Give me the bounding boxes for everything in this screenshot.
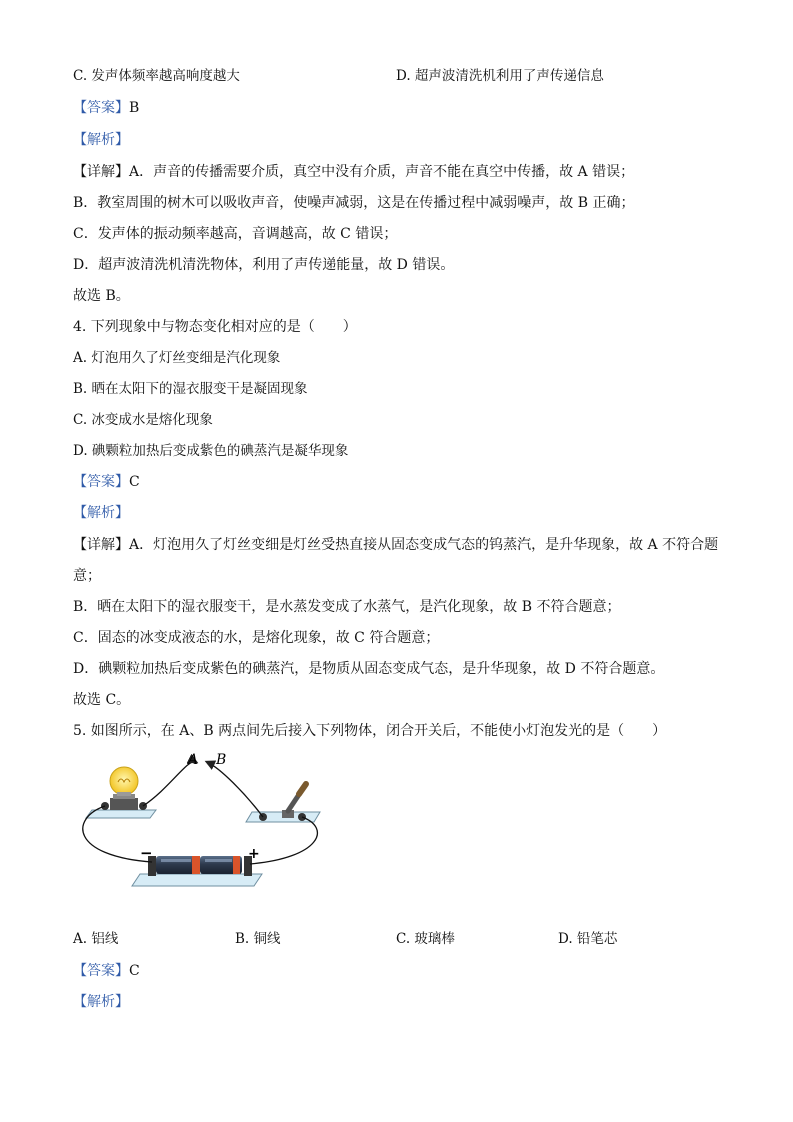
q4-detail-c: C．固态的冰变成液态的水，是熔化现象，故 C 符合题意； xyxy=(73,630,440,646)
switch xyxy=(246,784,320,822)
q3-analysis-label: 【解析】 xyxy=(73,132,129,148)
q4-option-c: C. 冰变成水是熔化现象 xyxy=(73,412,213,428)
answer-value: B xyxy=(129,100,140,116)
light-bulb-icon xyxy=(110,767,138,796)
q4-conclusion: 故选 C。 xyxy=(73,692,131,708)
bulb-board xyxy=(86,794,156,818)
wire-switch-battery xyxy=(250,817,317,864)
q5-answer xyxy=(73,961,140,981)
q5-option-a: A. 铝线 xyxy=(73,931,119,947)
q4-option-a: A. 灯泡用久了灯丝变细是汽化现象 xyxy=(73,350,281,366)
q4-detail-d: D．碘颗粒加热后变成紫色的碘蒸汽，是物质从固态变成气态，是升华现象，故 D 不符合题意。 xyxy=(73,661,665,677)
circuit-diagram xyxy=(70,748,330,893)
q3-detail-d: D．超声波清洗机清洗物体，利用了声传递能量，故 D 错误。 xyxy=(73,257,455,273)
q3-option-d: D. 超声波清洗机利用了声传递信息 xyxy=(396,68,604,84)
q3-detail-a xyxy=(73,162,634,182)
q3-detail-c: C．发声体的振动频率越高，音调越高，故 C 错误； xyxy=(73,226,398,242)
answer-label: 【答案】 xyxy=(73,100,129,116)
detail-text: A．声音的传播需要介质，真空中没有介质，声音不能在真空中传播，故 A 错误； xyxy=(129,164,635,180)
q4-option-b: B. 晒在太阳下的湿衣服变干是凝固现象 xyxy=(73,381,308,397)
q3-conclusion: 故选 B。 xyxy=(73,288,130,304)
answer-label: 【答案】 xyxy=(73,963,129,979)
q5-option-d: D. 铅笔芯 xyxy=(558,931,618,947)
answer-value: C xyxy=(129,474,140,490)
q4-detail-b: B．晒在太阳下的湿衣服变干，是水蒸发变成了水蒸气，是汽化现象，故 B 不符合题意； xyxy=(73,599,621,615)
q4-stem: 4. 下列现象中与物态变化相对应的是（ ） xyxy=(73,319,357,335)
q5-stem: 5. 如图所示，在 A、B 两点间先后接入下列物体，闭合开关后，不能使小灯泡发光的是（ ） xyxy=(73,723,667,739)
point-b-label: B xyxy=(216,752,227,768)
wire-to-b xyxy=(207,762,263,817)
battery-minus-label: − xyxy=(140,844,153,862)
q4-option-d: D. 碘颗粒加热后变成紫色的碘蒸汽是凝华现象 xyxy=(73,443,349,459)
q3-detail-b: B．教室周围的树木可以吸收声音，使噪声减弱，这是在传播过程中减弱噪声，故 B 正确； xyxy=(73,195,635,211)
detail-label: 【详解】 xyxy=(73,537,129,553)
point-a-label: A xyxy=(188,752,199,768)
q4-detail-a-cont: 意； xyxy=(73,568,101,584)
answer-value: C xyxy=(129,963,140,979)
wire-to-a xyxy=(143,762,196,806)
q5-option-b: B. 铜线 xyxy=(235,931,281,947)
detail-label: 【详解】 xyxy=(73,164,129,180)
detail-text: A．灯泡用久了灯丝变细是灯丝受热直接从固态变成气态的钨蒸汽，是升华现象，故 A 不符合题 xyxy=(129,537,719,553)
q4-detail-a xyxy=(73,535,718,555)
answer-label: 【答案】 xyxy=(73,474,129,490)
q5-analysis-label: 【解析】 xyxy=(73,994,129,1010)
battery-plus-label: + xyxy=(248,846,260,862)
q5-option-c: C. 玻璃棒 xyxy=(396,931,455,947)
q4-analysis-label: 【解析】 xyxy=(73,505,129,521)
q3-option-c: C. 发声体频率越高响度越大 xyxy=(73,68,240,84)
q3-answer xyxy=(73,98,139,118)
q4-answer xyxy=(73,472,140,492)
